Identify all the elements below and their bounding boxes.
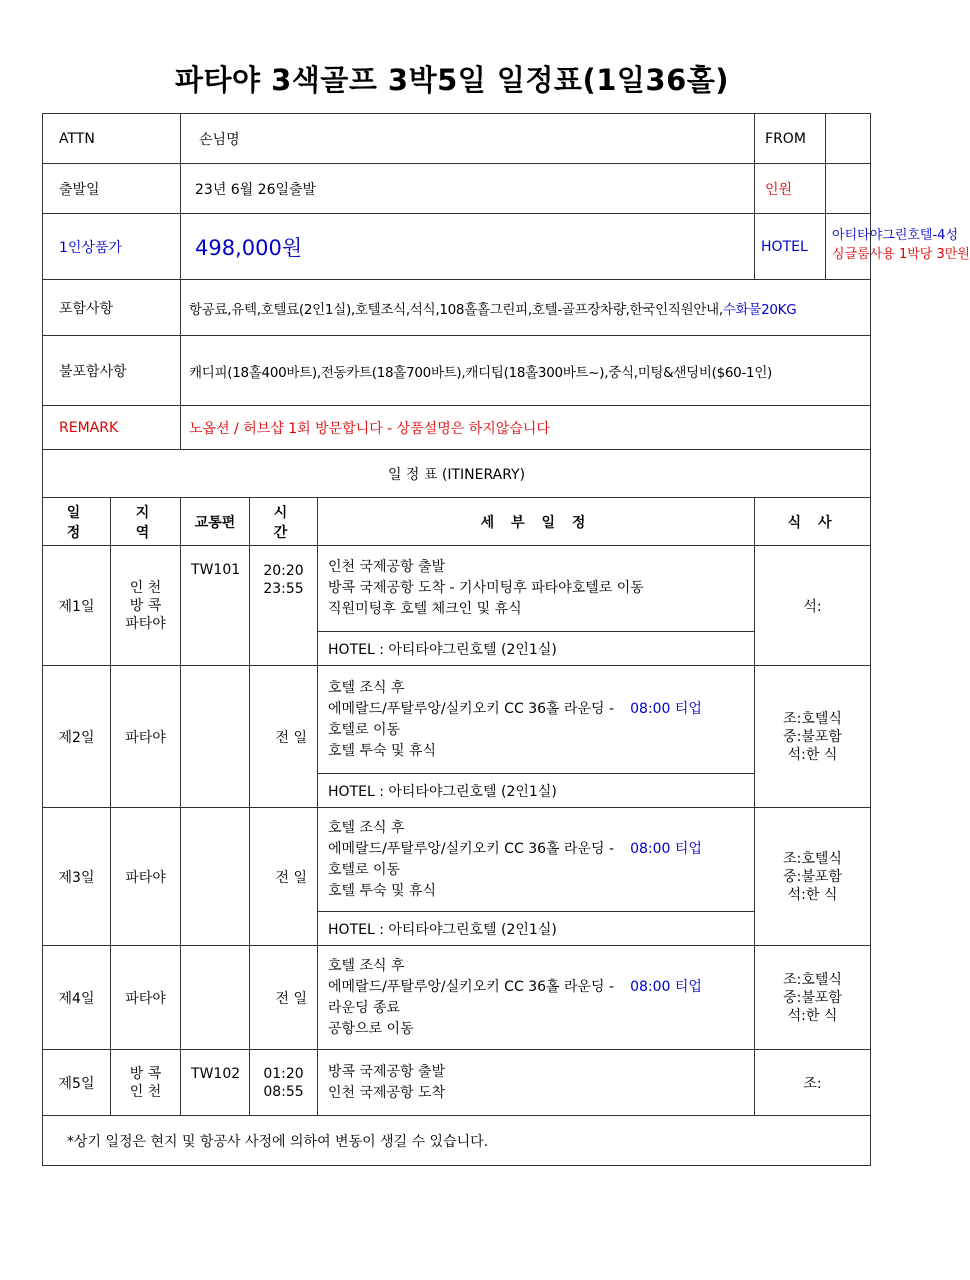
price-label: 1인상품가 — [43, 214, 181, 280]
itinerary-title: 일 정 표 (ITINERARY) — [43, 450, 871, 498]
day-label: 제1일 — [43, 546, 111, 666]
col-header-details: 세 부 일 정 — [318, 498, 755, 546]
day-transport — [181, 946, 250, 1050]
remark-value: 노옵션 / 허브샵 1회 방문합니다 - 상품설명은 하지않습니다 — [181, 406, 871, 450]
people-label: 인원 — [755, 164, 826, 214]
from-value — [826, 114, 871, 164]
day-label: 제5일 — [43, 1050, 111, 1116]
meal-line: 석:한 식 — [787, 1007, 838, 1024]
hotel-name: 아티타야그린호텔-4성 — [832, 228, 959, 243]
day-label: 제3일 — [43, 808, 111, 946]
detail-line: 호텔 조식 후 — [328, 957, 405, 974]
day-details — [318, 1050, 755, 1116]
detail-line: 인천 국제공항 도착 — [328, 1084, 446, 1101]
day-region: 파타야 — [111, 946, 181, 1050]
day-meals — [755, 946, 871, 1050]
day-meals: 석: — [755, 546, 871, 666]
day-region: 파타야 — [111, 808, 181, 946]
detail-line: 호텔로 이동 — [328, 861, 401, 878]
col-header-time: 시 간 — [250, 498, 318, 546]
tee-off-time: 08:00 티업 — [630, 700, 702, 717]
day-meals: 조: — [755, 1050, 871, 1116]
departure-value: 23년 6월 26일출발 — [181, 164, 755, 214]
detail-line: 라운딩 종료 — [328, 999, 401, 1016]
detail-line: 방콕 국제공항 도착 - 기사미팅후 파타야호텔로 이동 — [328, 580, 644, 596]
meal-line: 석:한 식 — [787, 886, 838, 903]
tee-off-time: 08:00 티업 — [630, 978, 702, 995]
day-transport — [181, 666, 250, 808]
departure-label: 출발일 — [43, 164, 181, 214]
day-details — [318, 666, 755, 774]
included-label: 포함사항 — [43, 280, 181, 336]
col-header-day: 일 정 — [43, 498, 111, 546]
time-line: 20:20 — [263, 563, 304, 579]
day-region — [111, 546, 181, 666]
hotel-info — [826, 214, 970, 280]
remark-label: REMARK — [43, 406, 181, 450]
region-line: 인 천 — [129, 1083, 162, 1100]
day-region — [111, 1050, 181, 1116]
itinerary-sheet — [42, 113, 970, 1166]
price-value: 498,000원 — [181, 214, 755, 280]
day-label: 제2일 — [43, 666, 111, 808]
day-time: 전 일 — [250, 666, 318, 808]
from-label: FROM — [755, 114, 826, 164]
region-line: 파타야 — [125, 615, 166, 632]
detail-line: 호텔로 이동 — [328, 721, 401, 738]
hotel-single-supplement: 싱글룸사용 1박당 3만원 — [832, 247, 970, 262]
time-line: 23:55 — [263, 581, 304, 597]
meal-line: 중:불포함 — [783, 728, 842, 745]
col-header-meals: 식 사 — [755, 498, 871, 546]
meal-line: 석:한 식 — [787, 746, 838, 763]
day-transport: TW102 — [181, 1050, 250, 1116]
meal-line: 조:호텔식 — [783, 850, 842, 867]
day-time: 전 일 — [250, 946, 318, 1050]
day-region: 파타야 — [111, 666, 181, 808]
day-time: 전 일 — [250, 808, 318, 946]
detail-line: 공항으로 이동 — [328, 1020, 414, 1037]
day-time — [250, 546, 318, 666]
detail-line: 방콕 국제공항 출발 — [328, 1063, 446, 1080]
meal-line: 조:호텔식 — [783, 971, 842, 988]
day-details — [318, 808, 755, 912]
day-hotel: HOTEL : 아티타야그린호텔 (2인1실) — [318, 774, 755, 808]
day-details — [318, 546, 755, 632]
excluded-value: 캐디피(18홀400바트),전동카트(18홀700바트),캐디팁(18홀300바트~),중식,미팅&샌딩비($60-1인) — [181, 336, 871, 406]
detail-line: 호텔 조식 후 — [328, 819, 405, 836]
meal-line: 조:호텔식 — [783, 710, 842, 727]
detail-line: 호텔 투숙 및 휴식 — [328, 742, 437, 759]
tee-off-time: 08:00 티업 — [630, 840, 702, 857]
col-header-region: 지 역 — [111, 498, 181, 546]
hotel-label: HOTEL — [755, 214, 826, 280]
time-line: 08:55 — [263, 1083, 304, 1100]
day-meals — [755, 808, 871, 946]
detail-line: 직원미팅후 호텔 체크인 및 휴식 — [328, 601, 522, 617]
detail-line: 호텔 조식 후 — [328, 679, 405, 696]
detail-line: 에메랄드/푸탈루앙/실키오키 CC 36홀 라운딩 - — [328, 978, 615, 995]
excluded-label: 불포함사항 — [43, 336, 181, 406]
day-hotel: HOTEL : 아티타야그린호텔 (2인1실) — [318, 632, 755, 666]
day-hotel: HOTEL : 아티타야그린호텔 (2인1실) — [318, 912, 755, 946]
col-header-transport: 교통편 — [181, 498, 250, 546]
page-title: 파타야 3색골프 3박5일 일정표(1일36홀) — [174, 63, 730, 97]
day-meals — [755, 666, 871, 808]
time-line: 01:20 — [263, 1065, 304, 1082]
attn-label: ATTN — [43, 114, 181, 164]
day-transport: TW101 — [181, 546, 250, 666]
detail-line: 에메랄드/푸탈루앙/실키오키 CC 36홀 라운딩 - — [328, 700, 615, 717]
day-time — [250, 1050, 318, 1116]
detail-line: 에메랄드/푸탈루앙/실키오키 CC 36홀 라운딩 - — [328, 840, 615, 857]
detail-line: 호텔 투숙 및 휴식 — [328, 882, 437, 899]
people-value — [826, 164, 871, 214]
region-line: 방 콕 — [129, 597, 162, 614]
detail-line: 인천 국제공항 출발 — [328, 559, 446, 575]
region-line: 방 콕 — [129, 1065, 162, 1082]
attn-value: 손님명 — [181, 114, 755, 164]
included-value — [181, 280, 871, 336]
meal-line: 중:불포함 — [783, 989, 842, 1006]
day-transport — [181, 808, 250, 946]
included-baggage: 수화물20KG — [722, 301, 797, 318]
day-details — [318, 946, 755, 1050]
included-items: 항공료,유텍,호텔료(2인1실),호텔조식,석식,108홀홀그린피,호텔-골프장차량,한국인직원안내, — [189, 301, 723, 318]
footnote: *상기 일정은 현지 및 항공사 사정에 의하여 변동이 생길 수 있습니다. — [43, 1116, 871, 1166]
region-line: 인 천 — [129, 579, 162, 596]
day-label: 제4일 — [43, 946, 111, 1050]
meal-line: 중:불포함 — [783, 868, 842, 885]
